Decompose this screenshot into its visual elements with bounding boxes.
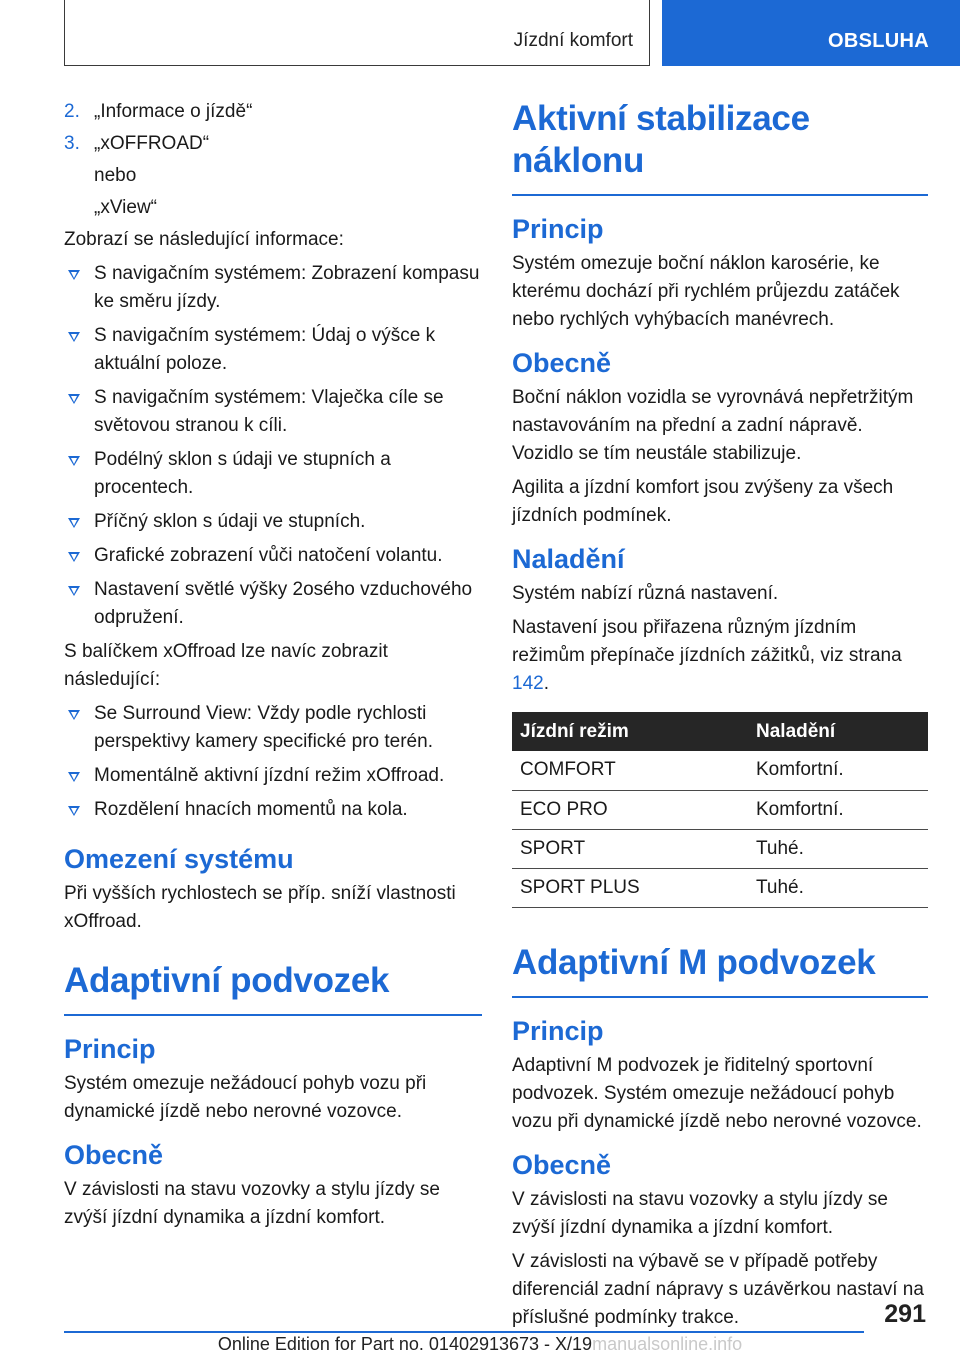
bullet-triangle-icon: [64, 260, 94, 316]
item-text: „Informace o jízdě“: [94, 101, 253, 122]
table-cell: COMFORT: [512, 751, 748, 790]
list-item-text: S navigačním systémem: Vlaječka cíle se světovou stranou k cíli.: [94, 387, 444, 436]
numbered-item: [64, 98, 482, 126]
xview-item: „xView“: [94, 197, 157, 218]
table-cell: Tuhé.: [748, 868, 928, 907]
body-text: Při vyšších rychlostech se příp. sníží vlastnosti xOffroad.: [64, 883, 456, 932]
body-text: Agilita a jízdní komfort jsou zvýšeny za všech jízdních podmínek.: [512, 477, 894, 526]
bullet-triangle-icon: [64, 446, 94, 502]
table-cell: SPORT PLUS: [512, 868, 748, 907]
column-header: Jízdní režim: [512, 712, 748, 751]
footer-divider: [64, 1331, 864, 1333]
section-heading: Princip: [512, 1015, 604, 1046]
section-heading: Obecně: [512, 1149, 612, 1180]
watermark-site: manualsonline.info: [592, 1334, 743, 1354]
footer: [0, 1334, 960, 1355]
list-item: [64, 576, 482, 632]
header-section-title: Jízdní komfort: [513, 30, 633, 51]
list-item-text: S navigačním systémem: Zobrazení kompasu ke směru jízdy.: [94, 263, 480, 312]
body-text: V závislosti na výbavě se v případě potřeby diferenciál zadní nápravy s uzávěrkou nastaví na příslušné podmínky trakce.: [512, 1250, 924, 1328]
table-cell: SPORT: [512, 829, 748, 868]
body-text: Systém omezuje boční náklon karosérie, ke kterému dochází při rychlém průjezdu zatáček nebo rychlých vyhýbacích manévrech.: [512, 253, 900, 330]
list-item: [64, 796, 482, 824]
bullet-triangle-icon: [64, 762, 94, 790]
body-text: Boční náklon vozidla se vyrovnává nepřetržitým nastavováním na přední a zadní nápravě. Vozidlo se tím neustále stabilizuje.: [512, 387, 914, 464]
list-item: [64, 762, 482, 790]
list-item: [64, 700, 482, 756]
item-number: 3.: [64, 133, 80, 154]
table-row: [512, 790, 928, 829]
list-item: [64, 384, 482, 440]
reference-suffix: .: [543, 673, 549, 694]
list-item: [64, 508, 482, 536]
body-text-with-reference: [512, 614, 928, 698]
table-cell: Tuhé.: [748, 829, 928, 868]
body-text: V závislosti na stavu vozovky a stylu jízdy se zvýší jízdní dynamika a jízdní komfort.: [64, 1179, 440, 1228]
bullet-triangle-icon: [64, 322, 94, 378]
column-header: Naladění: [748, 712, 928, 751]
body-text: V závislosti na stavu vozovky a stylu jízdy se zvýší jízdní dynamika a jízdní komfort.: [512, 1188, 888, 1238]
right-column: [512, 98, 928, 1338]
list-item-text: Rozdělení hnacích momentů na kola.: [94, 799, 408, 820]
item-number: 2.: [64, 101, 80, 122]
list-item-text: Grafické zobrazení vůči natočení volantu.: [94, 545, 443, 566]
body-text: Systém omezuje nežádoucí pohyb vozu při dynamické jízdě nebo nerovné vozovce.: [64, 1073, 427, 1122]
tuning-table: [512, 712, 928, 908]
list-item: [64, 322, 482, 378]
list-item: [64, 542, 482, 570]
body-text: Adaptivní M podvozek je řiditelný sportovní podvozek. Systém omezuje nežádoucí pohyb vozu při dynamické jízdě nebo nerovné vozovce.: [512, 1054, 922, 1132]
body-text: Systém nabízí různá nastavení.: [512, 583, 779, 604]
section-heading: Naladění: [512, 544, 625, 574]
item-text: „xOFFROAD“: [94, 133, 210, 154]
page-reference-link[interactable]: 142: [512, 673, 544, 694]
section-heading: Obecně: [64, 1140, 164, 1170]
intro-text: S balíčkem xOffroad lze navíc zobrazit následující:: [64, 641, 388, 690]
list-item-text: Příčný sklon s údaji ve stupních.: [94, 511, 366, 532]
list-item-text: Nastavení světlé výšky 2osého vzduchového odpružení.: [94, 579, 473, 628]
page-number: 291: [884, 1300, 926, 1328]
chapter-title: Adaptivní podvozek: [64, 960, 482, 1016]
section-heading: Princip: [64, 1034, 156, 1064]
table-cell: Komfortní.: [748, 790, 928, 829]
chapter-title: Adaptivní M podvozek: [512, 942, 928, 998]
list-item: [64, 446, 482, 502]
table-row: [512, 751, 928, 790]
bullet-triangle-icon: [64, 700, 94, 756]
section-heading: Princip: [512, 214, 604, 244]
edition-text: Online Edition for Part no. 01402913673 - X/19: [217, 1334, 593, 1354]
table-row: [512, 868, 928, 907]
list-item: [64, 260, 482, 316]
or-word: nebo: [94, 165, 137, 186]
intro-text: Zobrazí se následující informace:: [64, 229, 344, 250]
left-column: [64, 98, 482, 1238]
bullet-triangle-icon: [64, 576, 94, 632]
header-chapter-label: OBSLUHA: [828, 30, 929, 52]
table-cell: Komfortní.: [748, 751, 928, 790]
chapter-title: Aktivní stabilizace náklonu: [512, 98, 928, 196]
table-row: [512, 829, 928, 868]
bullet-triangle-icon: [64, 384, 94, 440]
reference-prefix: Nastavení jsou přiřazena různým jízdním režimům přepínače jízdních zážitků, viz strana: [512, 617, 902, 666]
list-item-text: Momentálně aktivní jízdní režim xOffroad.: [94, 765, 445, 786]
bullet-triangle-icon: [64, 796, 94, 824]
numbered-item: [64, 130, 482, 158]
section-heading: Obecně: [512, 348, 612, 378]
list-item-text: S navigačním systémem: Údaj o výšce k aktuální poloze.: [94, 325, 436, 374]
section-heading: Omezení systému: [64, 844, 294, 874]
bullet-triangle-icon: [64, 542, 94, 570]
list-item-text: Podélný sklon s údaji ve stupních a procentech.: [94, 449, 391, 498]
list-item-text: Se Surround View: Vždy podle rychlosti perspektivy kamery specifické pro terén.: [94, 703, 433, 752]
table-cell: ECO PRO: [512, 790, 748, 829]
header-section-box: [64, 0, 650, 66]
header-chapter-tab: [662, 0, 960, 66]
table-header-row: [512, 712, 928, 751]
bullet-triangle-icon: [64, 508, 94, 536]
